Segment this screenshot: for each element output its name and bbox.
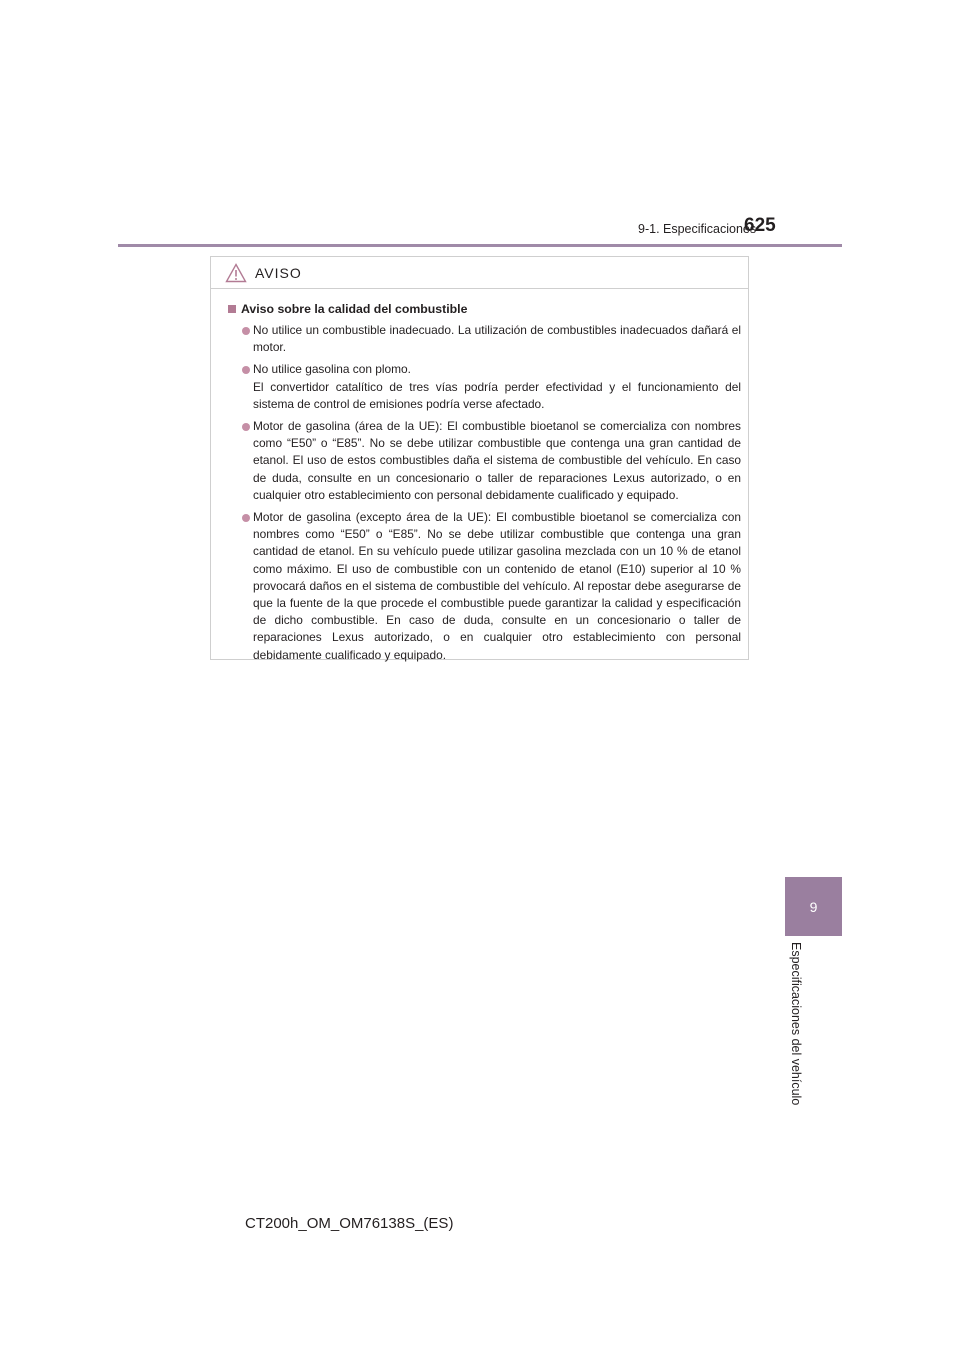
- document-code: CT200h_OM_OM76138S_(ES): [245, 1215, 454, 1232]
- warning-header: [211, 257, 748, 289]
- list-item: [242, 418, 741, 504]
- list-item: [242, 361, 741, 413]
- section-title: 9-1. Especificaciones: [638, 222, 757, 236]
- warning-triangle-icon: [225, 263, 247, 283]
- warning-body: [211, 289, 748, 664]
- warning-title: AVISO: [255, 264, 302, 281]
- warning-box: [210, 256, 749, 660]
- header-divider: [118, 244, 842, 247]
- square-bullet-icon: [228, 305, 236, 313]
- chapter-label: Especificaciones del vehículo: [789, 942, 803, 1106]
- bullet-icon: [242, 514, 250, 522]
- list-item-text: Motor de gasolina (excepto área de la UE): El combustible bioetanol se comercializa con nombres como “E50” o “E85”. No se debe utilizar combustible que contenga una gran cantidad de etanol. En su vehículo puede utilizar gasolina mezclada con un 10 % de etanol como máximo. El uso de combustible con un contenido de etanol (E10) superior al 10 % provocará daños en el sistema de combustible del vehículo. Al repostar debe asegurarse de que la fuente de la que procede el combustible puede garantizar la calidad y especificación de dicho combustible. En caso de duda, consulte en un concesionario o taller de reparaciones Lexus autorizado, o en cualquier otro establecimiento con personal debidamente cualificado y equipado.: [253, 510, 741, 662]
- list-item-text: Motor de gasolina (área de la UE): El combustible bioetanol se comercializa con nombres como “E50” o “E85”. No se debe utilizar combustible que contenga una gran cantidad de etanol. El uso de estos combustibles daña el sistema de combustible del vehículo. En caso de duda, consulte en un concesionario o taller de reparaciones Lexus autorizado, o en cualquier otro establecimiento con personal debidamente cualificado y equipado.: [253, 419, 741, 502]
- chapter-number: 9: [809, 898, 818, 915]
- section-heading: [228, 301, 741, 318]
- list-item: [242, 322, 741, 356]
- chapter-tab: [785, 877, 842, 936]
- section-heading-text: Aviso sobre la calidad del combustible: [241, 302, 468, 316]
- bullet-icon: [242, 366, 250, 374]
- bullet-icon: [242, 327, 250, 335]
- page-number: 625: [744, 215, 776, 236]
- list-item-text: No utilice un combustible inadecuado. La utilización de combustibles inadecuados dañará el motor.: [253, 323, 741, 355]
- bullet-icon: [242, 423, 250, 431]
- list-item-text: No utilice gasolina con plomo. El convertidor catalítico de tres vías podría perder efectividad y el funcionamiento del sistema de control de emisiones podría verse afectado.: [253, 362, 741, 411]
- list-item: [242, 509, 741, 664]
